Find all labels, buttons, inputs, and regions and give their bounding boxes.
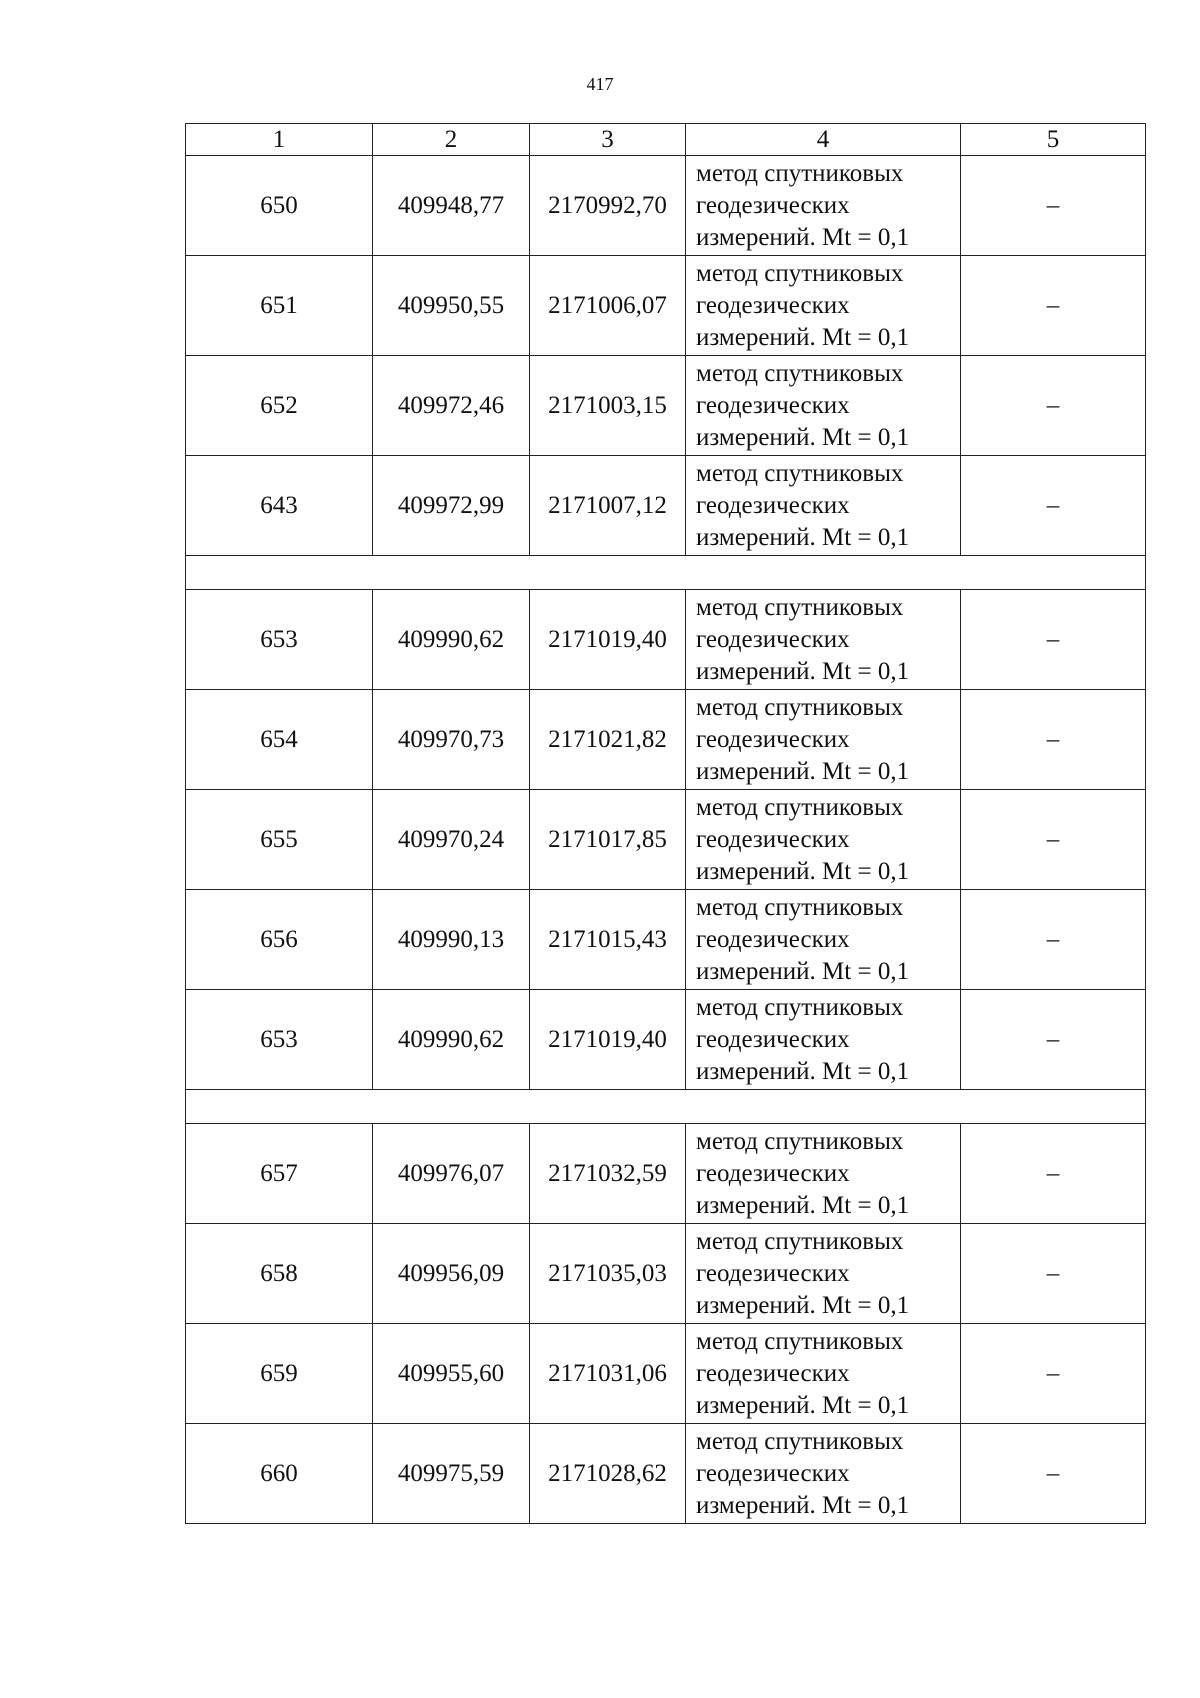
- method-line: геодезических: [696, 1459, 850, 1487]
- point-number-cell: 660: [186, 1424, 373, 1524]
- table-row: [186, 990, 1146, 1090]
- page-number: 417: [586, 74, 614, 94]
- method-line: метод спутниковых: [696, 359, 904, 387]
- y-coordinate-cell: 2170992,70: [530, 156, 686, 256]
- method-cell: [686, 990, 961, 1090]
- method-line: геодезических: [696, 625, 850, 653]
- method-line: геодезических: [696, 825, 850, 853]
- header-col-4: 4: [686, 124, 961, 156]
- table-separator-row: [186, 1090, 1146, 1124]
- method-line: измерений. Mt = 0,1: [696, 1191, 910, 1219]
- note-cell: –: [961, 1124, 1146, 1224]
- point-number-cell: 653: [186, 590, 373, 690]
- method-line: измерений. Mt = 0,1: [696, 223, 910, 251]
- method-cell: [686, 790, 961, 890]
- method-line: геодезических: [696, 1259, 850, 1287]
- x-coordinate-cell: 409970,73: [373, 690, 530, 790]
- note-cell: –: [961, 790, 1146, 890]
- note-cell: –: [961, 356, 1146, 456]
- note-cell: –: [961, 1224, 1146, 1324]
- separator-cell: [186, 1090, 1146, 1124]
- y-coordinate-cell: 2171006,07: [530, 256, 686, 356]
- method-line: измерений. Mt = 0,1: [696, 957, 910, 985]
- method-line: геодезических: [696, 925, 850, 953]
- method-line: геодезических: [696, 1159, 850, 1187]
- table-row: [186, 890, 1146, 990]
- x-coordinate-cell: 409990,62: [373, 990, 530, 1090]
- y-coordinate-cell: 2171003,15: [530, 356, 686, 456]
- point-number-cell: 657: [186, 1124, 373, 1224]
- note-cell: –: [961, 690, 1146, 790]
- method-line: измерений. Mt = 0,1: [696, 323, 910, 351]
- header-col-3: 3: [530, 124, 686, 156]
- method-line: геодезических: [696, 1359, 850, 1387]
- method-line: измерений. Mt = 0,1: [696, 1391, 910, 1419]
- note-cell: –: [961, 890, 1146, 990]
- coordinates-table: [185, 123, 1146, 1524]
- method-cell: [686, 356, 961, 456]
- method-cell: [686, 590, 961, 690]
- table-row: [186, 156, 1146, 256]
- point-number-cell: 652: [186, 356, 373, 456]
- y-coordinate-cell: 2171019,40: [530, 590, 686, 690]
- x-coordinate-cell: 409950,55: [373, 256, 530, 356]
- method-line: метод спутниковых: [696, 1327, 904, 1355]
- y-coordinate-cell: 2171015,43: [530, 890, 686, 990]
- method-line: геодезических: [696, 291, 850, 319]
- point-number-cell: 658: [186, 1224, 373, 1324]
- y-coordinate-cell: 2171028,62: [530, 1424, 686, 1524]
- x-coordinate-cell: 409975,59: [373, 1424, 530, 1524]
- y-coordinate-cell: 2171032,59: [530, 1124, 686, 1224]
- note-cell: –: [961, 590, 1146, 690]
- x-coordinate-cell: 409955,60: [373, 1324, 530, 1424]
- header-col-5: 5: [961, 124, 1146, 156]
- method-line: измерений. Mt = 0,1: [696, 757, 910, 785]
- note-cell: –: [961, 456, 1146, 556]
- x-coordinate-cell: 409976,07: [373, 1124, 530, 1224]
- header-col-1: 1: [186, 124, 373, 156]
- method-cell: [686, 1124, 961, 1224]
- x-coordinate-cell: 409972,99: [373, 456, 530, 556]
- method-line: геодезических: [696, 491, 850, 519]
- point-number-cell: 653: [186, 990, 373, 1090]
- table-header-row: [186, 124, 1146, 156]
- method-line: метод спутниковых: [696, 793, 904, 821]
- method-line: измерений. Mt = 0,1: [696, 523, 910, 551]
- method-line: метод спутниковых: [696, 1427, 904, 1455]
- method-line: измерений. Mt = 0,1: [696, 857, 910, 885]
- method-line: метод спутниковых: [696, 693, 904, 721]
- x-coordinate-cell: 409948,77: [373, 156, 530, 256]
- method-line: метод спутниковых: [696, 259, 904, 287]
- method-line: метод спутниковых: [696, 993, 904, 1021]
- note-cell: –: [961, 256, 1146, 356]
- method-cell: [686, 256, 961, 356]
- x-coordinate-cell: 409972,46: [373, 356, 530, 456]
- method-line: геодезических: [696, 1025, 850, 1053]
- y-coordinate-cell: 2171035,03: [530, 1224, 686, 1324]
- x-coordinate-cell: 409990,13: [373, 890, 530, 990]
- note-cell: –: [961, 156, 1146, 256]
- table-row: [186, 1424, 1146, 1524]
- method-line: геодезических: [696, 391, 850, 419]
- method-cell: [686, 1424, 961, 1524]
- method-line: измерений. Mt = 0,1: [696, 657, 910, 685]
- table-row: [186, 356, 1146, 456]
- point-number-cell: 650: [186, 156, 373, 256]
- separator-cell: [186, 556, 1146, 590]
- method-line: измерений. Mt = 0,1: [696, 423, 910, 451]
- table-row: [186, 256, 1146, 356]
- table-body: [186, 124, 1146, 1524]
- method-line: метод спутниковых: [696, 159, 904, 187]
- method-line: измерений. Mt = 0,1: [696, 1057, 910, 1085]
- method-cell: [686, 156, 961, 256]
- point-number-cell: 643: [186, 456, 373, 556]
- y-coordinate-cell: 2171007,12: [530, 456, 686, 556]
- point-number-cell: 655: [186, 790, 373, 890]
- method-cell: [686, 890, 961, 990]
- point-number-cell: 659: [186, 1324, 373, 1424]
- method-line: метод спутниковых: [696, 1227, 904, 1255]
- point-number-cell: 654: [186, 690, 373, 790]
- x-coordinate-cell: 409990,62: [373, 590, 530, 690]
- table-row: [186, 456, 1146, 556]
- y-coordinate-cell: 2171031,06: [530, 1324, 686, 1424]
- table-separator-row: [186, 556, 1146, 590]
- x-coordinate-cell: 409956,09: [373, 1224, 530, 1324]
- note-cell: –: [961, 1424, 1146, 1524]
- point-number-cell: 651: [186, 256, 373, 356]
- table-row: [186, 1324, 1146, 1424]
- method-cell: [686, 1224, 961, 1324]
- method-line: метод спутниковых: [696, 1127, 904, 1155]
- table-row: [186, 690, 1146, 790]
- method-cell: [686, 690, 961, 790]
- method-line: метод спутниковых: [696, 893, 904, 921]
- note-cell: –: [961, 1324, 1146, 1424]
- x-coordinate-cell: 409970,24: [373, 790, 530, 890]
- point-number-cell: 656: [186, 890, 373, 990]
- y-coordinate-cell: 2171017,85: [530, 790, 686, 890]
- method-cell: [686, 456, 961, 556]
- y-coordinate-cell: 2171019,40: [530, 990, 686, 1090]
- method-line: геодезических: [696, 191, 850, 219]
- method-line: геодезических: [696, 725, 850, 753]
- header-col-2: 2: [373, 124, 530, 156]
- method-line: измерений. Mt = 0,1: [696, 1491, 910, 1519]
- method-cell: [686, 1324, 961, 1424]
- method-line: метод спутниковых: [696, 593, 904, 621]
- y-coordinate-cell: 2171021,82: [530, 690, 686, 790]
- method-line: метод спутниковых: [696, 459, 904, 487]
- note-cell: –: [961, 990, 1146, 1090]
- table-row: [186, 1124, 1146, 1224]
- table-row: [186, 1224, 1146, 1324]
- table-row: [186, 790, 1146, 890]
- method-line: измерений. Mt = 0,1: [696, 1291, 910, 1319]
- table-row: [186, 590, 1146, 690]
